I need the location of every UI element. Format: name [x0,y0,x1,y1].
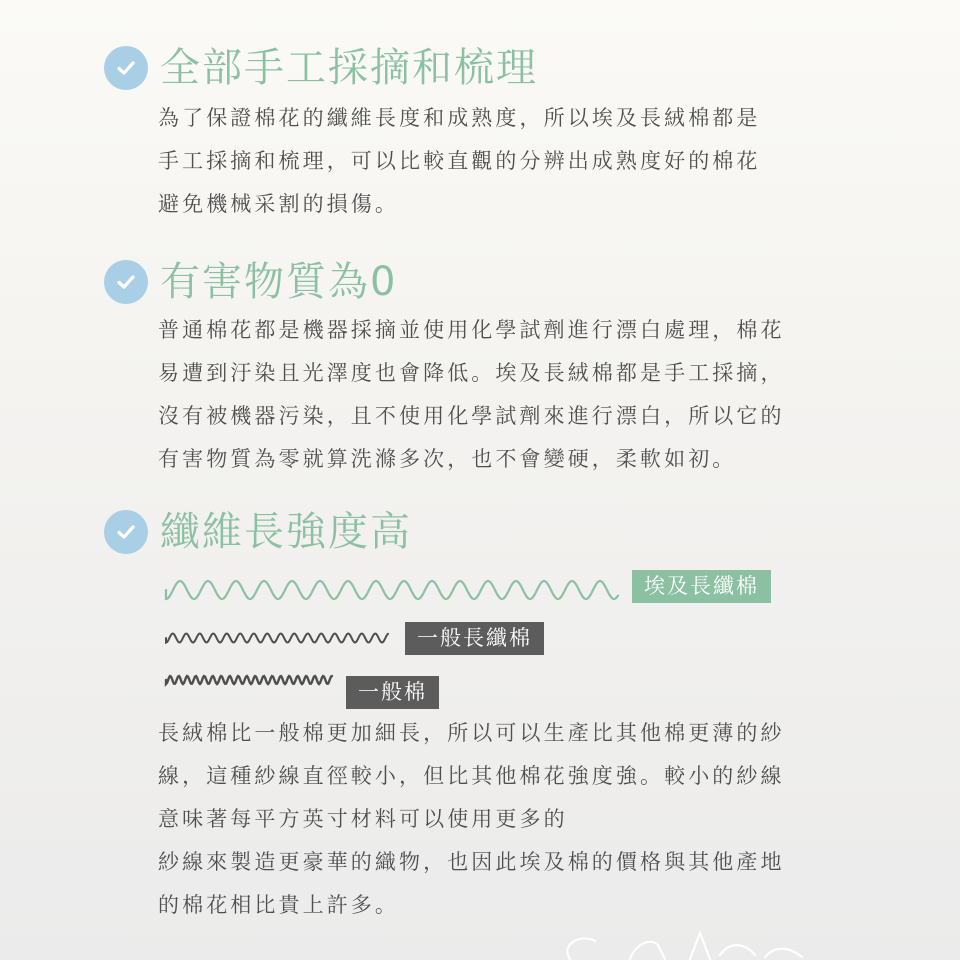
fiber-tag-regular-long: 一般長纖棉 [405,622,544,655]
check-circle-icon [104,510,148,554]
paragraph-line: 易遭到汙染且光澤度也會降低。埃及長絨棉都是手工採摘， [158,361,785,385]
section-3-title: 纖維長強度高 [160,509,412,555]
check-circle-icon [104,46,148,90]
section-3-heading [104,508,412,556]
section-1-paragraph [158,97,858,226]
paragraph-line: 避免機械采割的損傷。 [158,192,399,216]
section-2-heading [104,258,397,306]
paragraph-line: 手工採摘和梳理，可以比較直觀的分辨出成熟度好的棉花 [158,149,761,173]
wave-long-fiber-icon [164,575,624,605]
fiber-tag-regular: 一般棉 [346,676,439,709]
paragraph-line: 的棉花相比貴上許多。 [158,893,399,917]
paragraph-line: 有害物質為零就算洗滌多次，也不會變硬，柔軟如初。 [158,447,737,471]
section-1-title: 全部手工採摘和梳理 [160,45,538,91]
paragraph-line: 意味著每平方英寸材料可以使用更多的 [158,807,568,831]
paragraph-line: 沒有被機器污染，且不使用化學試劑來進行漂白，所以它的 [158,404,785,428]
paragraph-line: 普通棉花都是機器採摘並使用化學試劑進行漂白處理，棉花 [158,318,785,342]
paragraph-line: 長絨棉比一般棉更加細長，所以可以生產比其他棉更薄的紗 [158,721,785,745]
section-2-title: 有害物質為0 [160,259,398,305]
paragraph-line: 線，這種紗線直徑較小，但比其他棉花強度強。較小的紗線 [158,764,785,788]
wave-medium-fiber-icon [164,628,394,648]
wave-short-fiber-icon [164,670,339,690]
paragraph-line: 為了保證棉花的纖維長度和成熟度，所以埃及長絨棉都是 [158,106,761,130]
fiber-tag-egyptian: 埃及長纖棉 [632,570,771,603]
section-1-heading [104,44,538,92]
section-2-paragraph [158,309,858,481]
section-3-paragraph [158,712,858,927]
check-circle-icon [104,260,148,304]
signature-scribble-icon [540,915,820,960]
paragraph-line: 紗線來製造更豪華的織物，也因此埃及棉的價格與其他產地 [158,850,785,874]
